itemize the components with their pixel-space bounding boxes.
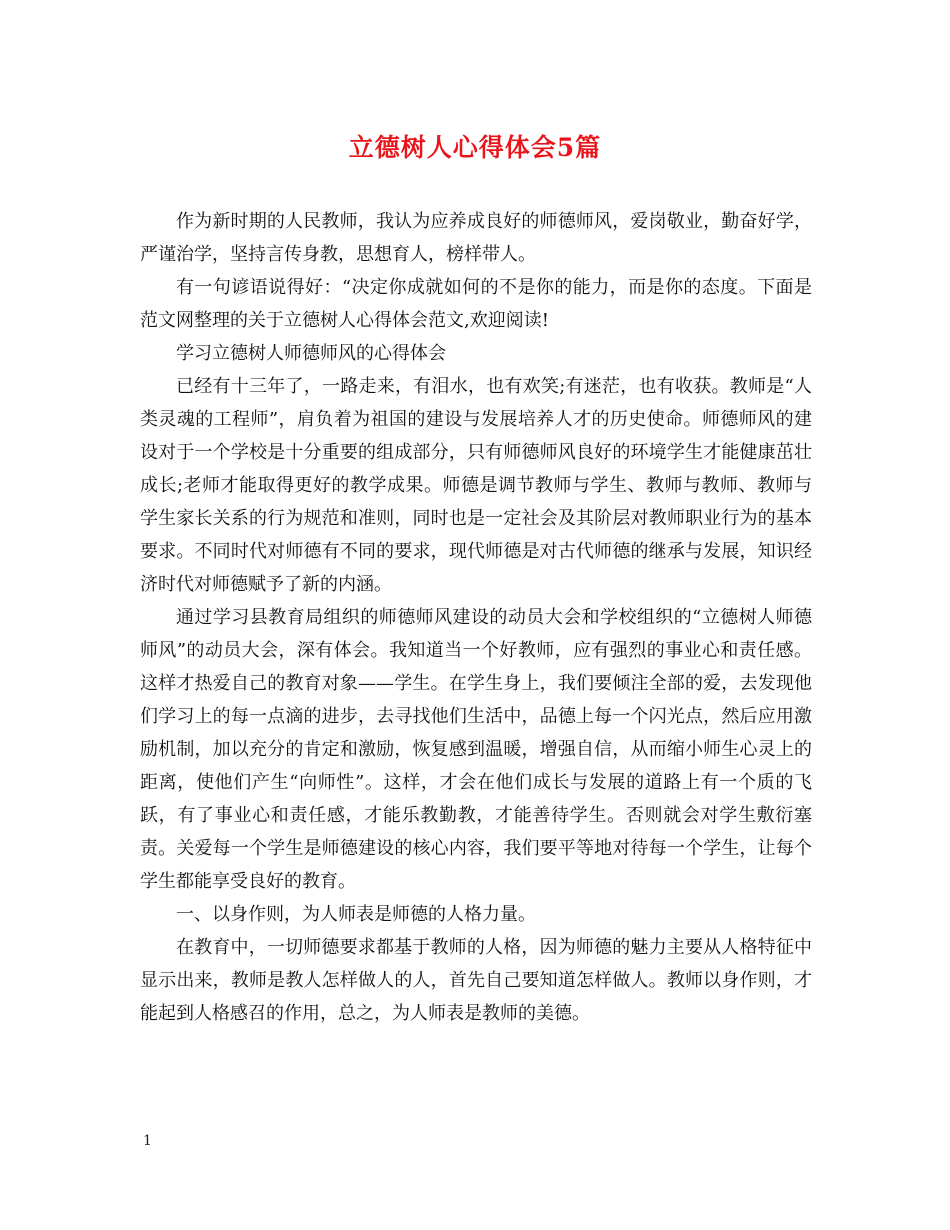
paragraph: 通过学习县教育局组织的师德师风建设的动员大会和学校组织的“立德树人师德师风”的动员大会，深有体会。我知道当一个好教师，应有强烈的事业心和责任感。这样才热爱自己的教育对象——学生。在学生身上，我们要倾注全部的爱，去发现他们学习上的每一点滴的进步，去寻找他们生活中，品德上每一个闪光点，然后应用激励机制，加以充分的肯定和激励，恢复感到温暖，增强自信，从而缩小师生心灵上的距离，使他们产生“向师性”。这样，才会在他们成长与发展的道路上有一个质的飞跃，有了事业心和责任感，才能乐教勤教，才能善待学生。否则就会对学生敷衍塞责。关爱每一个学生是师德建设的核心内容，我们要平等地对待每一个学生，让每个学生都能享受良好的教育。 — [140, 607, 812, 892]
paragraph: 有一句谚语说得好：“决定你成就如何的不是你的能力，而是你的态度。下面是范文网整理的关于立德树人心得体会范文,欢迎阅读! — [140, 277, 812, 331]
paragraph: 作为新时期的人民教师，我认为应养成良好的师德师风，爱岗敬业，勤奋好学，严谨治学，坚持言传身教，思想育人，榜样带人。 — [140, 211, 812, 265]
document-title: 立德树人心得体会5篇 — [348, 133, 602, 162]
section-heading: 一、以身作则，为人师表是师德的人格力量。 — [176, 904, 536, 925]
section-heading: 学习立德树人师德师风的心得体会 — [176, 343, 446, 364]
document-body — [140, 205, 812, 1030]
paragraph: 在教育中，一切师德要求都基于教师的人格，因为师德的魅力主要从人格特征中显示出来，教师是教人怎样做人的人，首先自己要知道怎样做人。教师以身作则，才能起到人格感召的作用，总之，为人师表是教师的美德。 — [140, 937, 812, 1024]
page-number: 1 — [143, 1133, 152, 1149]
paragraph: 已经有十三年了，一路走来，有泪水，也有欢笑;有迷茫，也有收获。教师是“人类灵魂的工程师”，肩负着为祖国的建设与发展培养人才的历史使命。师德师风的建设对于一个学校是十分重要的组成部分，只有师德师风良好的环境学生才能健康茁壮成长;老师才能取得更好的教学成果。师德是调节教师与学生、教师与教师、教师与学生家长关系的行为规范和准则，同时也是一定社会及其阶层对教师职业行为的基本要求。不同时代对师德有不同的要求，现代师德是对古代师德的继承与发展，知识经济时代对师德赋予了新的内涵。 — [140, 376, 812, 595]
